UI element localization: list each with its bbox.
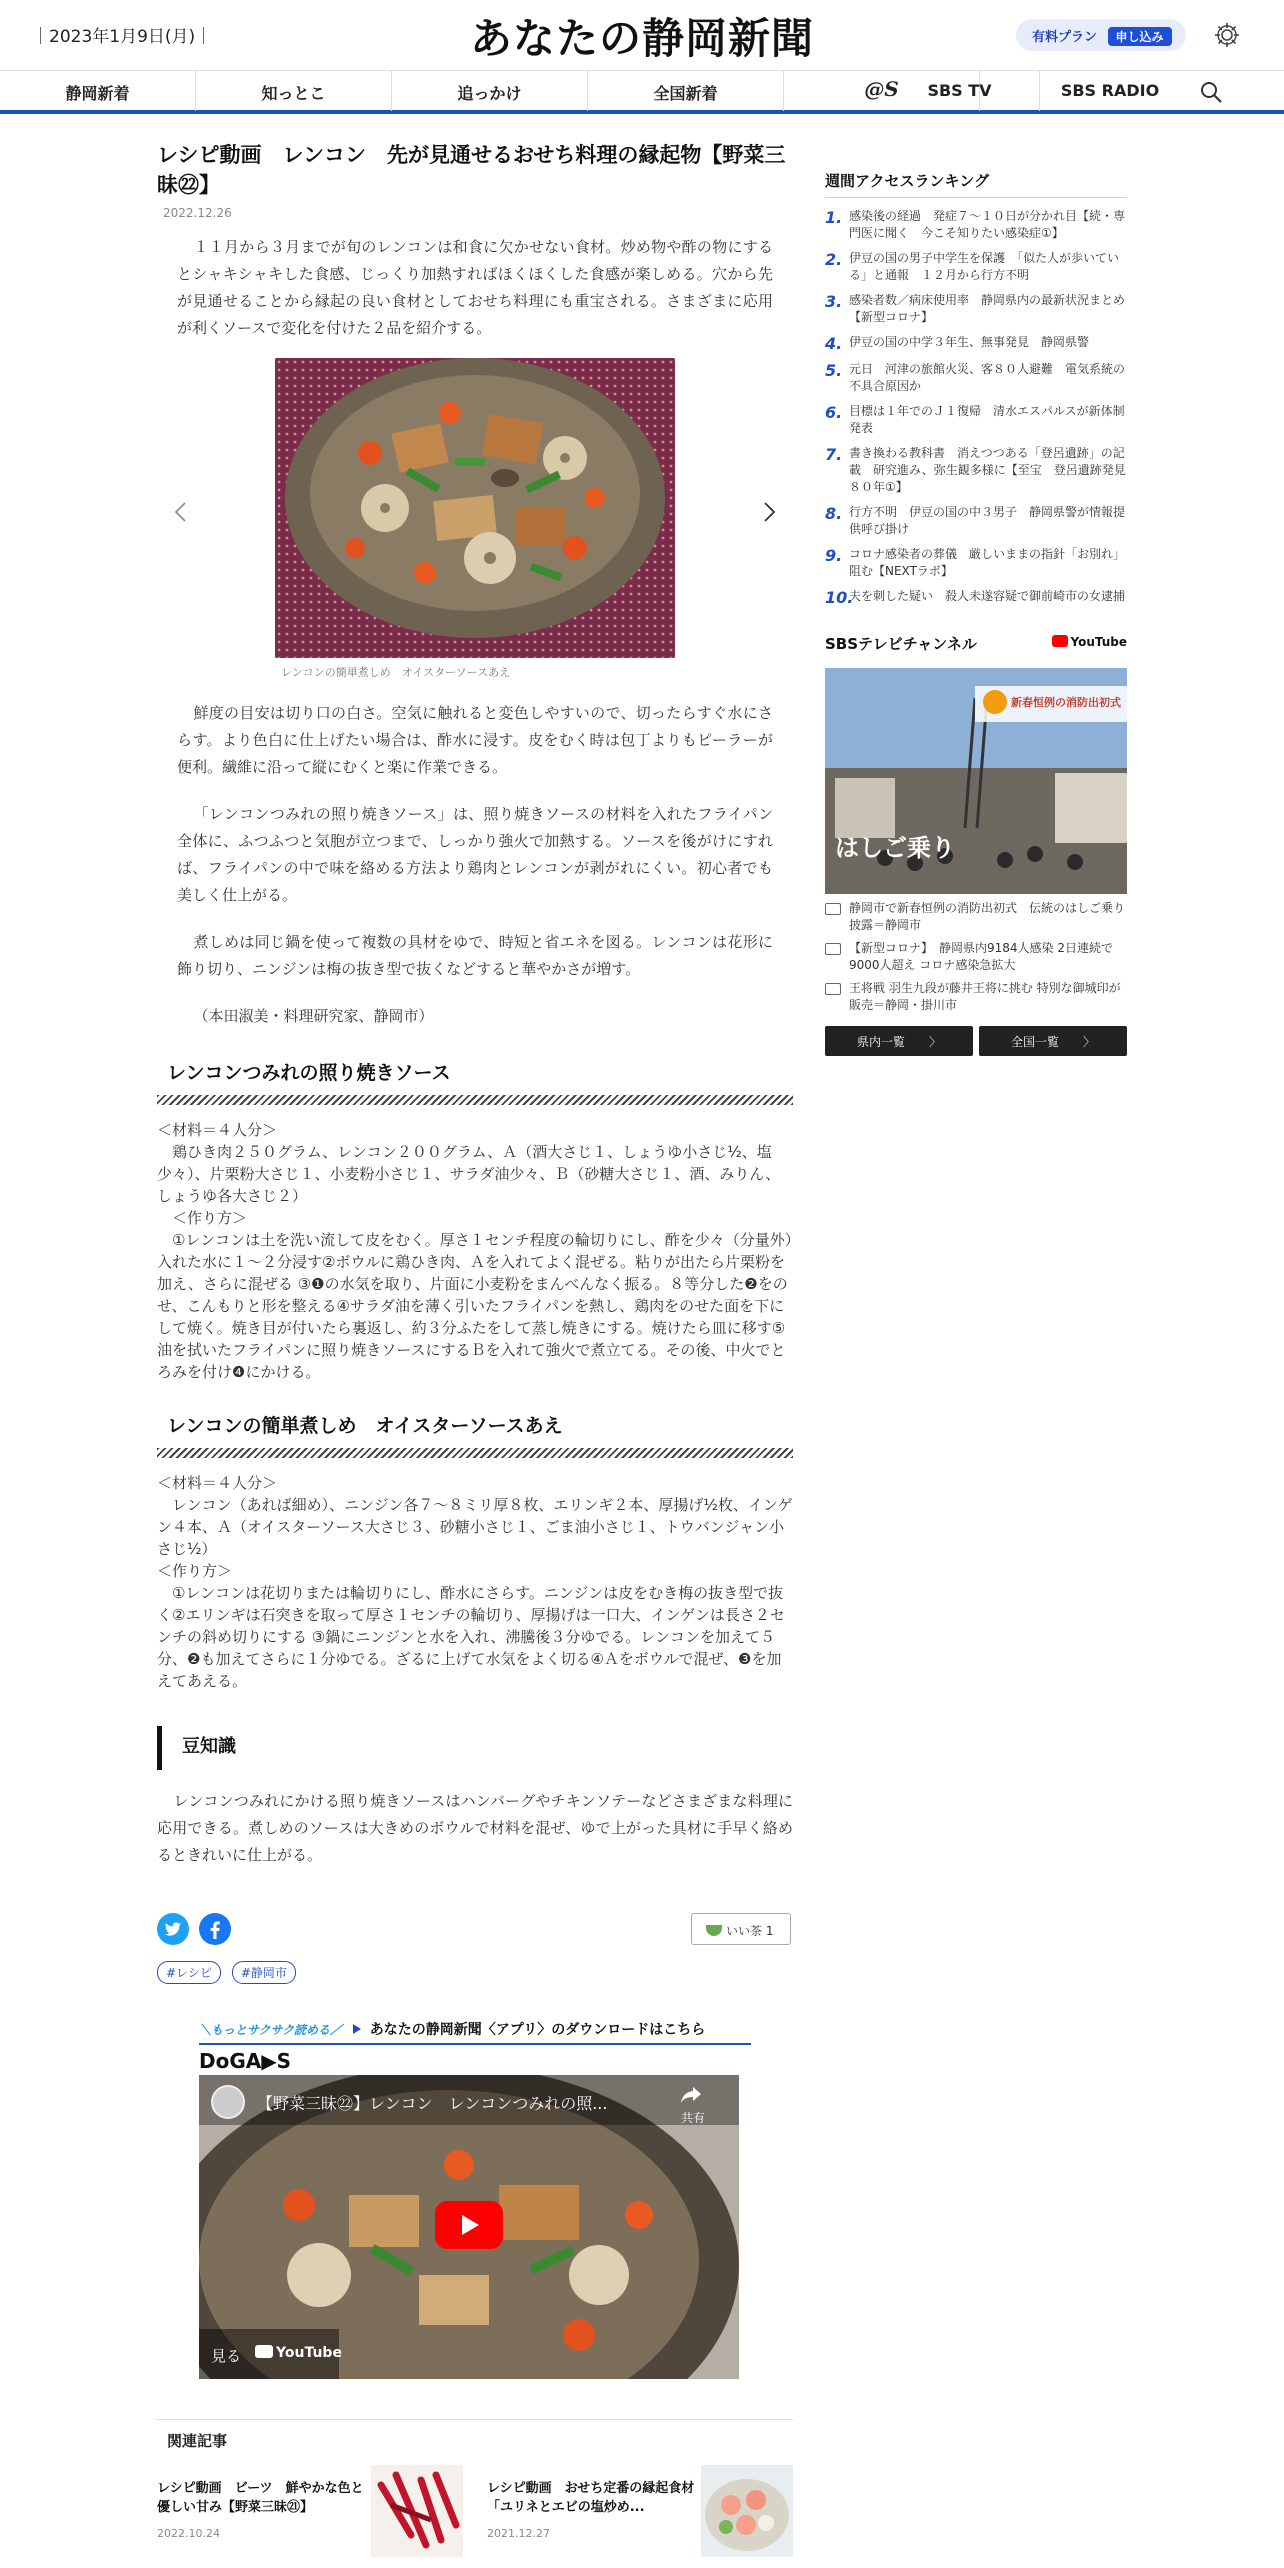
recipe2-heading: レンコンの簡単煮しめ オイスターソースあえ [167, 1415, 563, 1437]
ranking-item[interactable] [825, 504, 1127, 538]
tv-buttons [825, 1026, 1127, 1056]
rank-number: 1. [825, 208, 843, 227]
youtube-icon [1052, 635, 1068, 647]
rank-title: 感染後の経過 発症７～１０日が分かれ目【続・専門医に聞く 今こそ知りたい感染症①】 [849, 209, 1126, 240]
app-download-link[interactable] [199, 2019, 751, 2045]
youtube-label: YouTube [276, 2345, 342, 2361]
tv-news-title: 【新型コロナ】 静岡県内9184人感染 2日連続で9000人超え コロナ感染急拡大 [849, 941, 1113, 972]
ranking-heading: 週間アクセスランキング [825, 170, 1127, 198]
rank-number: 9. [825, 546, 843, 565]
related-item[interactable] [157, 2465, 463, 2557]
article [157, 140, 793, 2568]
share-bar [157, 1909, 793, 1949]
plan-label: 有料プラン [1032, 30, 1098, 45]
tag-list [157, 1961, 793, 1981]
related-title: レシピ動画 ビーツ 鮮やかな色と優しい甘み【野菜三昧㉑】 [157, 2481, 364, 2515]
app-banner[interactable] [199, 2019, 751, 2379]
iicha-count: いい茶 1 [726, 1924, 774, 1938]
share-label: 共有 [681, 2111, 706, 2125]
rank-title: 行方不明 伊豆の国の中３男子 静岡県警が情報提供呼び掛け [849, 505, 1126, 536]
video-icon [825, 943, 841, 955]
photo-caption: レンコンの簡単煮しめ オイスターソースあえ [281, 666, 511, 679]
related-date: 2021.12.27 [487, 2527, 550, 2540]
video-player[interactable] [199, 2075, 739, 2379]
ranking-item[interactable] [825, 334, 1127, 353]
rank-number: 3. [825, 292, 843, 311]
ranking-item[interactable] [825, 361, 1127, 395]
article-body-2: 「レンコンつみれの照り焼きソース」は、照り焼きソースの材料を入れたフライパン全体に、ふつふつと気胞が立つまで、しっかり強火で加熱する。ソースを後がけにすれば、フライパンの中で味を絡める方法より鶏肉とレンコンが剥がれにくい。初心者でも美しく仕上がる。 [177, 805, 773, 904]
ranking-item[interactable] [825, 292, 1127, 326]
photo-gallery [157, 358, 793, 688]
rank-number: 6. [825, 403, 843, 422]
rank-number: 2. [825, 250, 843, 269]
recipe2-body: ＜材料＝４人分＞ レンコン（あれば細め）、ニンジン各７～８ミリ厚８枚、エリンギ２本、厚揚げ½枚、インゲン４本、Ａ（オイスターソース大さじ３、砂糖小さじ１、ごま油小さじ１、トウバンジャン小さじ½） ＜作り方＞ ①レンコンは花切りまたは輪切りにし、酢水にさらす。ニンジンは皮をむき梅の抜き型で抜く②エリンギは石突きを取って厚さ１センチの輪切り、厚揚げは一口大、インゲンは長さ２センチの斜め切りにする ③鍋にニンジンと水を入れ、沸騰後３分ゆでる。レンコンを加えて５分、❷も加えてさらに１分ゆでる。ざるに上げて水気をよく切る④Ａをボウルで混ぜ、❸を加えてあえる。 [157, 1474, 793, 1690]
search-icon[interactable] [1198, 79, 1224, 105]
related-date: 2022.10.24 [157, 2527, 220, 2540]
main-nav [0, 70, 1284, 114]
article-date: 2022.12.26 [163, 206, 232, 220]
facebook-icon[interactable] [199, 1913, 231, 1945]
ranking-item[interactable] [825, 403, 1127, 437]
tv-banner-text: 新春恒例の消防出初式 [1011, 696, 1121, 709]
related-articles [157, 2419, 793, 2568]
rank-title: 書き換わる教科書 消えつつある「登呂遺跡」の記載 研究進み、弥生観多様に【至宝 登呂遺跡発見８０年①】 [849, 446, 1126, 494]
ranking-item[interactable] [825, 445, 1127, 496]
tv-youtube-badge[interactable] [1052, 635, 1127, 649]
rank-number: 10. [825, 588, 854, 607]
tag-shizuoka[interactable]: #静岡市 [232, 1961, 296, 1984]
rank-title: コロナ感染者の葬儀 厳しいままの指針「お別れ」阻む【NEXTラボ】 [849, 547, 1126, 578]
article-lead: １１月から３月までが旬のレンコンは和食に欠かせない食材。炒め物や酢の物にするとシャキシャキした食感、じっくり加熱すればほくほくした食感が楽しめる。穴から先が見通せることから縁起の良い食材としておせち料理にも重宝される。さまざまに応用が利くソースで変化を付けた２品を紹介する。 [177, 238, 773, 337]
article-photo[interactable] [275, 358, 675, 658]
ranking-item[interactable] [825, 208, 1127, 242]
related-thumbnail [371, 2465, 463, 2557]
nav-shizuoka-new[interactable]: 静岡新着 [0, 71, 196, 111]
top-header [0, 0, 1284, 70]
rank-title: 夫を刺した疑い 殺人未遂容疑で御前崎市の女逮捕 [849, 589, 1126, 603]
share-icon[interactable] [679, 2085, 703, 2105]
tv-news-title: 静岡市で新春恒例の消防出初式 伝統のはしご乗り披露＝静岡市 [849, 901, 1126, 932]
sbs-tv-channel [825, 633, 1127, 1056]
tv-video-thumbnail[interactable] [825, 668, 1127, 894]
ranking-item[interactable] [825, 250, 1127, 284]
rank-title: 伊豆の国の男子中学生を保護 「似た人が歩いている」と通報 １２月から行方不明 [849, 251, 1120, 282]
tag-recipe[interactable]: #レシピ [157, 1961, 221, 1984]
rank-number: 4. [825, 334, 843, 353]
national-list-button[interactable]: 全国一覧 〉 [979, 1026, 1127, 1056]
tv-overlay-text: はしご乗り [835, 834, 955, 862]
paid-plan-button[interactable] [1016, 19, 1186, 51]
rank-number: 8. [825, 504, 843, 523]
rank-number: 5. [825, 361, 843, 380]
article-body-1: 鮮度の目安は切り口の白さ。空気に触れると変色しやすいので、切ったらすぐ水にさらす。より色白に仕上げたい場合は、酢水に浸す。皮をむく時は包丁よりもピーラーが便利。繊維に沿って縦にむくと楽に作業できる。 [177, 704, 773, 776]
chevron-right-icon[interactable] [759, 500, 779, 524]
tv-heading [825, 633, 1127, 660]
rank-title: 目標は１年でのＪ１復帰 清水エスパルスが新体制発表 [849, 404, 1125, 435]
video-title[interactable]: 【野菜三昧㉒】レンコン レンコンつみれの照... [257, 2094, 608, 2113]
article-title: レシピ動画 レンコン 先が見通せるおせち料理の縁起物【野菜三昧㉒】 [157, 143, 786, 197]
current-date: ｜2023年1月9日(月)｜ [32, 27, 213, 47]
tv-news-item[interactable] [825, 940, 1127, 974]
ranking-list [825, 208, 1127, 607]
youtube-icon [255, 2345, 273, 2358]
site-logo[interactable]: あなたの静岡新聞 [469, 14, 814, 63]
rank-number: 7. [825, 445, 843, 464]
rank-title: 元日 河津の旅館火災、客８０人避難 電気系統の不具合原因か [849, 362, 1126, 393]
mame-heading: 豆知識 [157, 1726, 793, 1770]
recipe1-body: ＜材料＝４人分＞ 鶏ひき肉２５０グラム、レンコン２００グラム、Ａ（酒大さじ１、しょうゆ小さじ½、塩少々）、片栗粉大さじ１、小麦粉小さじ１、サラダ油少々、Ｂ（砂糖大さじ１、酒、みりん、しょうゆ各大さじ２） ＜作り方＞ ①レンコンは土を洗い流して皮をむく。厚さ１センチ程度の輪切りにし、酢を少々（分量外）入れた水に１～２分浸す②ボウルに鶏ひき肉、Ａを入れてよく混ぜる。粘りが出たら片栗粉を加え、さらに混ぜる ③❶の水気を取り、片面に小麦粉をまんべんなく振る。８等分した❷をのせ、こんもりと形を整える④サラダ油を薄く引いたフライパンを熱し、鶏肉をのせた面を下にして焼く。焼き目が付いたら裏返し、約３分ふたをして蒸し焼きにする。焼けたら皿に移す⑤油を拭いたフライパンに照り焼きソースにするＢを入れて強火で煮立てる。その後、中火でとろみを付け❹にかける。 [157, 1121, 793, 1381]
related-item[interactable] [487, 2465, 793, 2557]
hatch-divider [157, 1095, 793, 1105]
sidebar [825, 170, 1127, 1056]
twitter-icon[interactable] [157, 1913, 189, 1945]
hatch-divider [157, 1448, 793, 1458]
app-banner-text: あなたの静岡新聞〈アプリ〉のダウンロードはこちら [369, 2022, 706, 2038]
tea-cup-icon [706, 1925, 722, 1936]
video-icon [825, 983, 841, 995]
local-list-button[interactable]: 県内一覧 〉 [825, 1026, 973, 1056]
plan-apply-label: 申し込み [1108, 27, 1172, 46]
recipe1-heading: レンコンつみれの照り焼きソース [167, 1062, 451, 1084]
gear-icon[interactable] [1212, 20, 1242, 50]
tv-news-item[interactable] [825, 980, 1127, 1014]
tv-news-list [825, 900, 1127, 1014]
youtube-play-button[interactable] [435, 2201, 503, 2249]
nav-at-s[interactable]: @S [784, 71, 980, 111]
play-icon [462, 2215, 479, 2235]
doga-logo: DoGA▶S [199, 2049, 292, 2073]
iicha-button[interactable] [691, 1913, 791, 1945]
ranking-item[interactable] [825, 588, 1127, 607]
tv-news-item[interactable] [825, 900, 1127, 934]
rank-title: 伊豆の国の中学３年生、無事発見 静岡県警 [849, 335, 1090, 349]
related-heading: 関連記事 [167, 2432, 228, 2450]
watch-on-label[interactable]: 見る [211, 2347, 242, 2365]
youtube-logo [255, 2345, 342, 2361]
ranking-item[interactable] [825, 546, 1127, 580]
related-thumbnail [701, 2465, 793, 2557]
nav-shittoko[interactable]: 知っとこ [196, 71, 392, 111]
play-triangle-icon [353, 2024, 361, 2034]
tv-title: SBSテレビチャンネル [825, 635, 977, 653]
nav-national-new[interactable]: 全国新着 [588, 71, 784, 111]
channel-avatar[interactable] [211, 2085, 245, 2119]
tv-youtube-label: YouTube [1070, 635, 1127, 649]
related-title: レシピ動画 おせち定番の縁起食材「ユリネとエビの塩炒め... [487, 2481, 695, 2515]
article-body-3: 煮しめは同じ鍋を使って複数の具材をゆで、時短と省エネを図る。レンコンは花形に飾り切り、ニンジンは梅の抜き型で抜くなどすると華やかさが増す。 [177, 933, 773, 978]
nav-okkake[interactable]: 追っかけ [392, 71, 588, 111]
video-icon [825, 903, 841, 915]
mame-body: レンコンつみれにかける照り焼きソースはハンバーグやチキンソテーなどさまざまな料理に応用できる。煮しめのソースは大きめのボウルで材料を混ぜ、ゆで上がった具材に手早く絡めるときれいに仕上がる。 [157, 1792, 793, 1864]
app-banner-pre: ＼もっとサクサク読める／ [199, 2023, 343, 2037]
nav-sbs-radio[interactable]: SBS RADIO [1060, 81, 1160, 100]
rank-title: 感染者数／病床使用率 静岡県内の最新状況まとめ【新型コロナ】 [849, 293, 1126, 324]
chevron-left-icon[interactable] [171, 500, 191, 524]
nav-sbs-tv[interactable]: SBS TV [880, 71, 1040, 111]
article-credit: （本田淑美・料理研究家、静岡市） [193, 1007, 434, 1025]
tv-news-title: 王将戦 羽生九段が藤井王将に挑む 特別な御城印が販売＝静岡・掛川市 [849, 981, 1121, 1012]
